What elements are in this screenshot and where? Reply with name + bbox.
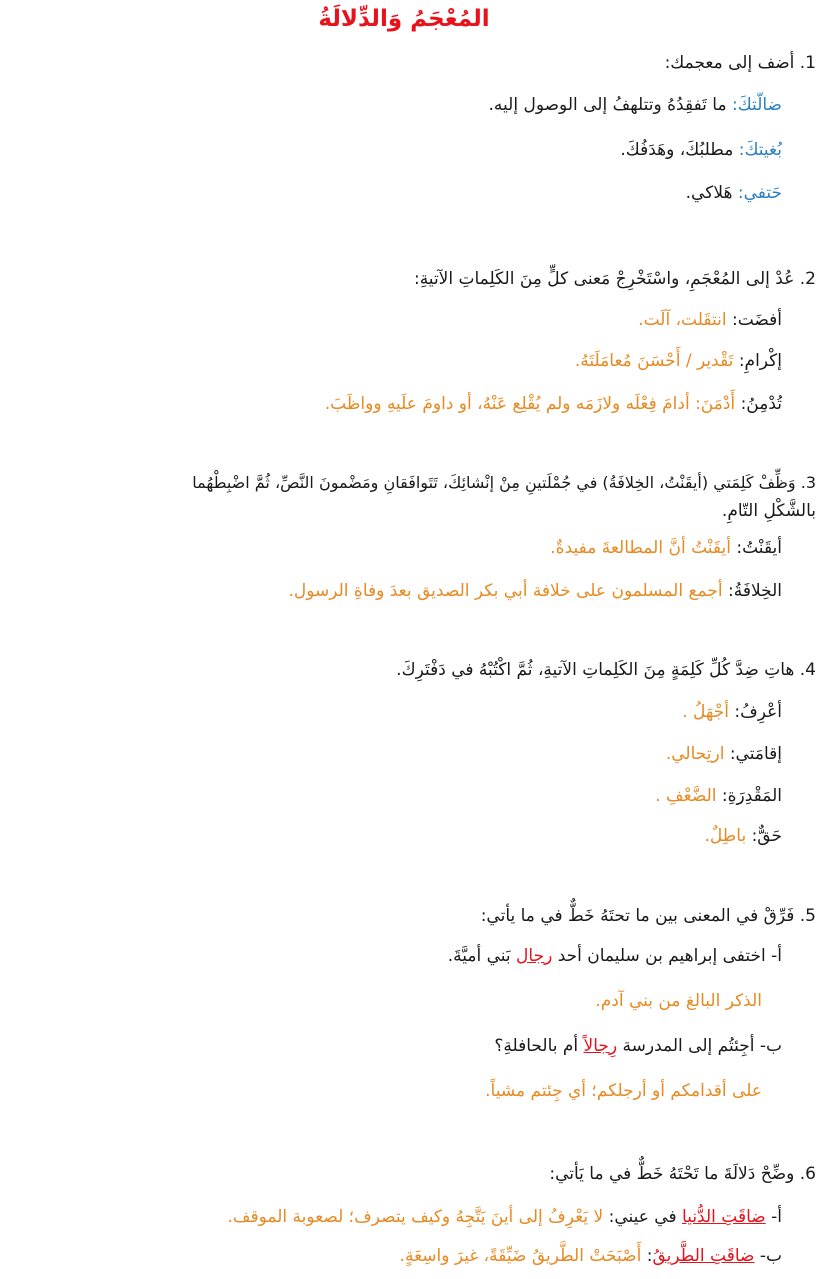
q1-meaning: هَلاكي. <box>685 183 738 203</box>
q6-a-underlined: ضاقَتِ الدُّنيا <box>682 1207 766 1227</box>
q6-b-label: ب- <box>754 1246 782 1266</box>
q1-meaning: ما تَفقِدُهُ وتتلهفُ إلى الوصول إليه. <box>488 95 732 115</box>
q4-answer: باطِلٌ. <box>704 826 752 846</box>
q1-sep: : <box>737 183 744 203</box>
q4-item-4 <box>12 825 782 848</box>
q4-answer: الضَّعْفِ . <box>655 786 722 806</box>
q1-sep: : <box>738 140 745 160</box>
q5-sentence-b <box>12 1035 782 1058</box>
q1-term: حَتفي <box>743 183 782 203</box>
q4-item-2 <box>12 743 782 766</box>
q5-b-underlined: رِجالاً <box>583 1036 618 1056</box>
q5-b-answer: على أقدامكم أو أرجلكم؛ أي جِئتم مشياً. <box>485 1081 762 1101</box>
q1-term: بُغيتكَ <box>744 140 782 160</box>
question-5-prompt: 5. فَرِّقْ في المعنى بين ما تحتَهُ خَطٌّ في ما يأتي: <box>480 906 816 926</box>
q2-answer: انتقَلت، آلَت. <box>638 310 732 330</box>
q1-item-1 <box>12 94 782 117</box>
q3-word: الخِلافَةُ: <box>728 581 782 601</box>
q4-answer: أجْهَلُ . <box>682 702 735 722</box>
q6-b-answer: أَصْبَحَتْ الطَّريقُ ضَيِّقَةً، غيرَ واسِعَةٍ. <box>399 1246 642 1266</box>
q1-sep: : <box>732 95 738 115</box>
q6-a-answer: لا يَعْرِفُ إلى أينَ يَتَّجِهُ وكيف يتصرف؛ لصعوبة الموقف. <box>227 1207 604 1227</box>
q2-word: إكْرامِ: <box>738 351 782 371</box>
question-6-prompt: 6. وضِّحْ دَلالَةَ ما تَحْتَهُ خَطٌّ في ما يَأتي: <box>549 1164 816 1184</box>
q5-a-answer: الذكر البالغ من بني آدم. <box>595 991 762 1011</box>
q2-item-1 <box>12 309 782 332</box>
question-3-prompt-line-1: 3. وَظِّفْ كَلِمَتي (أيقَنْتُ، الخِلافَةُ) في جُمْلَتينِ مِنْ إنْشائِكَ، تَتَوافَقانِ ومَضْمونَ النَّصِّ، ثُمَّ اضْبِطْهُما <box>192 473 816 492</box>
q3-answer: أجمع المسلمون على خلافة أبي بكر الصديق بعدَ وفاةِ الرسول. <box>288 581 728 601</box>
q1-item-2 <box>12 139 782 162</box>
question-4-prompt: 4. هاتِ ضِدَّ كُلِّ كَلِمَةٍ مِنَ الكَلِماتِ الآتيةِ، ثُمَّ اكْتُبْهُ في دَفْتَرِكَ. <box>396 660 816 680</box>
q2-item-3 <box>12 393 782 416</box>
q1-term: ضالّتكَ <box>737 95 782 115</box>
q6-b-underlined: ضاقَتِ الطَّريقُ <box>652 1246 755 1266</box>
q1-item-3 <box>12 182 782 205</box>
q6-b-middle: : <box>641 1246 653 1266</box>
q6-a-label: أ- <box>765 1207 782 1227</box>
q3-answer: أيقَنْتُ أنَّ المطالعةَ مفيدةٌ. <box>550 538 737 558</box>
q5-a-before: أ- اختفى إبراهيم بن سليمان أحد <box>552 946 782 966</box>
q4-item-3 <box>12 785 782 808</box>
q4-word: إقامَتي: <box>729 744 782 764</box>
q6-a-middle: في عيني: <box>603 1207 683 1227</box>
q3-item-2 <box>12 580 782 603</box>
question-3-prompt-line-2: بالشَّكْلِ التّامِ. <box>721 501 816 521</box>
question-1-prompt: 1. أضف إلى معجمك: <box>664 53 816 73</box>
q4-word: حَقٌّ: <box>751 826 782 846</box>
q2-word: أفضَت: <box>731 310 782 330</box>
q4-answer: ارتِحالي. <box>665 744 730 764</box>
q2-item-2 <box>12 350 782 373</box>
q5-b-after: أم بالحافلةِ؟ <box>494 1036 584 1056</box>
q1-meaning: مطلبُكَ، وهَدَفُكَ. <box>620 140 739 160</box>
q6-item-b <box>12 1245 782 1268</box>
q3-item-1 <box>12 537 782 560</box>
q6-item-a <box>12 1206 782 1229</box>
q2-answer: تَقْدير / أَحْسَنَ مُعامَلَتَهُ. <box>574 351 739 371</box>
page-title: المُعْجَمُ وَالدِّلالَةُ <box>318 6 490 32</box>
q4-word: أعْرِفُ: <box>734 702 782 722</box>
q3-word: أيقَنْتُ: <box>736 538 782 558</box>
q5-b-before: ب- أجِئتُم إلى المدرسة <box>617 1036 782 1056</box>
question-2-prompt: 2. عُدْ إلى المُعْجَمِ، واسْتَخْرِجْ مَعنى كلٍّ مِنَ الكَلِماتِ الآتيةِ: <box>413 269 816 289</box>
q2-answer: أَدْمَنَ: أدامَ فِعْلَه ولازَمَه ولم يُقْلِع عَنْهُ، أو داومَ علَيهِ وواظَبَ. <box>324 394 741 414</box>
q4-item-1 <box>12 701 782 724</box>
q5-a-underlined: رجال <box>516 946 553 966</box>
q5-sentence-a <box>12 945 782 968</box>
q2-word: تُدْمِنُ: <box>740 394 782 414</box>
q4-word: المَقْدِرَةِ: <box>721 786 782 806</box>
q5-a-after: بَني أميَّةَ. <box>447 946 517 966</box>
